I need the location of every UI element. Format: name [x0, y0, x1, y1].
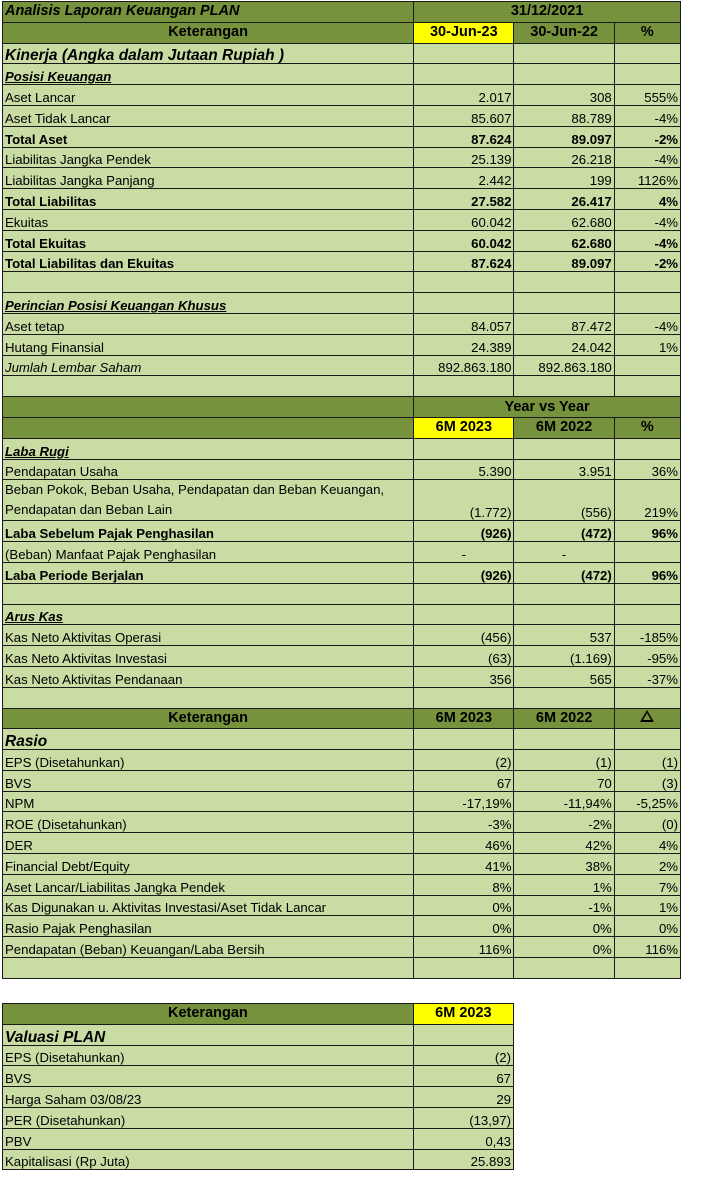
value-v2: 70 — [514, 770, 614, 791]
section-row — [3, 1024, 514, 1045]
value-v2: 62.680 — [514, 230, 614, 251]
table-row — [3, 791, 681, 812]
subsection-row — [3, 604, 681, 625]
row-label: EPS (Disetahunkan) — [3, 1045, 414, 1066]
row-label: Harga Saham 03/08/23 — [3, 1087, 414, 1108]
table-row — [3, 85, 681, 106]
table-row — [3, 874, 681, 895]
title-row — [3, 2, 681, 23]
row-label: BVS — [3, 770, 414, 791]
row-label: Hutang Finansial — [3, 334, 414, 355]
valuasi-table — [2, 1003, 514, 1170]
value-v2: (556) — [514, 480, 614, 521]
value-delta: 4% — [614, 833, 680, 854]
value-v1: 84.057 — [414, 313, 514, 334]
value-v2: -11,94% — [514, 791, 614, 812]
yoy-row — [3, 397, 681, 418]
row-label: Aset Lancar/Liabilitas Jangka Pendek — [3, 874, 414, 895]
value-v1: 67 — [414, 770, 514, 791]
spacer-row — [3, 958, 681, 979]
title-date: 31/12/2021 — [414, 2, 681, 23]
row-label: Total Liabilitas — [3, 189, 414, 210]
value-pct: -4% — [614, 209, 680, 230]
table-row — [3, 521, 681, 542]
row-label: EPS (Disetahunkan) — [3, 750, 414, 771]
value-pct: 96% — [614, 562, 680, 583]
value-delta: 0% — [614, 916, 680, 937]
row-label: Kas Neto Aktivitas Operasi — [3, 625, 414, 646]
value-v1: 60.042 — [414, 209, 514, 230]
row-label: ROE (Disetahunkan) — [3, 812, 414, 833]
rasio-body — [3, 750, 681, 958]
value-v2: 0% — [514, 937, 614, 958]
table-row — [3, 1066, 514, 1087]
value-v1: 87.624 — [414, 126, 514, 147]
value-v2: 537 — [514, 625, 614, 646]
table-row — [3, 1128, 514, 1149]
section-row — [3, 43, 681, 64]
arus-kas-title: Arus Kas — [3, 604, 414, 625]
laba-rugi-title: Laba Rugi — [3, 438, 414, 459]
value-v2: 87.472 — [514, 313, 614, 334]
row-label: BVS — [3, 1066, 414, 1087]
section-row — [3, 729, 681, 750]
table-row — [3, 625, 681, 646]
row-label: Liabilitas Jangka Panjang — [3, 168, 414, 189]
value-v1: (63) — [414, 646, 514, 667]
row-label: Ekuitas — [3, 209, 414, 230]
table-row — [3, 126, 681, 147]
row-label: Laba Periode Berjalan — [3, 562, 414, 583]
row-label: Kas Neto Aktivitas Investasi — [3, 646, 414, 667]
value-v1: (456) — [414, 625, 514, 646]
value-delta: 116% — [614, 937, 680, 958]
table-row — [3, 459, 681, 480]
financial-analysis-table — [2, 1, 681, 979]
value-v1: 8% — [414, 874, 514, 895]
value-v2: 565 — [514, 666, 614, 687]
row-label: DER — [3, 833, 414, 854]
row-label: Financial Debt/Equity — [3, 854, 414, 875]
value-v2: -1% — [514, 895, 614, 916]
header-label: Keterangan — [3, 1004, 414, 1025]
value-v2: 26.417 — [514, 189, 614, 210]
value-v1: (926) — [414, 521, 514, 542]
value-v1: 41% — [414, 854, 514, 875]
value-v2: 26.218 — [514, 147, 614, 168]
value-v1: (926) — [414, 562, 514, 583]
yoy-label: Year vs Year — [414, 397, 681, 418]
table-row — [3, 542, 681, 563]
header-row-3 — [3, 708, 681, 729]
value-v1: (2) — [413, 1045, 513, 1066]
value-v2: (1) — [514, 750, 614, 771]
table-row — [3, 147, 681, 168]
value-pct: -185% — [614, 625, 680, 646]
valuasi-header-row — [3, 1004, 514, 1025]
value-pct: 96% — [614, 521, 680, 542]
value-pct: -37% — [614, 666, 680, 687]
value-v1: 85.607 — [414, 105, 514, 126]
row-label: Rasio Pajak Penghasilan — [3, 916, 414, 937]
value-pct: 1126% — [614, 168, 680, 189]
value-v2: 1% — [514, 874, 614, 895]
table-row — [3, 480, 681, 521]
posisi-body — [3, 85, 681, 272]
value-v1: 0,43 — [413, 1128, 513, 1149]
posisi-title: Posisi Keuangan — [3, 64, 414, 85]
value-pct: -2% — [614, 126, 680, 147]
row-label: Aset Lancar — [3, 85, 414, 106]
value-delta: (1) — [614, 750, 680, 771]
header-col-current: 6M 2023 — [413, 1004, 513, 1025]
delta-triangle-icon — [640, 710, 654, 722]
value-v1: -3% — [414, 812, 514, 833]
value-pct — [614, 542, 680, 563]
valuasi-body — [3, 1045, 514, 1170]
value-v2: 89.097 — [514, 251, 614, 272]
table-row — [3, 562, 681, 583]
table-row — [3, 895, 681, 916]
valuasi-title: Valuasi PLAN — [3, 1024, 414, 1045]
value-v1: 2.017 — [414, 85, 514, 106]
row-label: Laba Sebelum Pajak Penghasilan — [3, 521, 414, 542]
value-pct: -95% — [614, 646, 680, 667]
header-col-previous: 30-Jun-22 — [514, 22, 614, 43]
value-v1: 67 — [413, 1066, 513, 1087]
value-v1: 0% — [414, 916, 514, 937]
value-pct: -4% — [614, 313, 680, 334]
value-v2: 62.680 — [514, 209, 614, 230]
value-v1: 356 — [414, 666, 514, 687]
table-row — [3, 770, 681, 791]
value-pct: 219% — [614, 480, 680, 521]
value-v1: (13,97) — [413, 1107, 513, 1128]
subsection-row — [3, 293, 681, 314]
spacer-row — [3, 687, 681, 708]
perincian-title: Perincian Posisi Keuangan Khusus — [3, 293, 414, 314]
table-row — [3, 230, 681, 251]
value-v1: 25.893 — [413, 1149, 513, 1170]
value-delta: 7% — [614, 874, 680, 895]
table-row — [3, 854, 681, 875]
value-v2: 199 — [514, 168, 614, 189]
table-row — [3, 105, 681, 126]
value-v1: 24.389 — [414, 334, 514, 355]
value-delta: -5,25% — [614, 791, 680, 812]
value-v2: 88.789 — [514, 105, 614, 126]
value-v1: (1.772) — [414, 480, 514, 521]
table-row — [3, 1149, 514, 1170]
value-v2: 89.097 — [514, 126, 614, 147]
value-v2: (472) — [514, 521, 614, 542]
table-row — [3, 916, 681, 937]
value-pct: -4% — [614, 230, 680, 251]
header-col-delta — [614, 708, 680, 729]
value-v2: 24.042 — [514, 334, 614, 355]
row-label: Kapitalisasi (Rp Juta) — [3, 1149, 414, 1170]
value-pct: 1% — [614, 334, 680, 355]
rasio-title: Rasio — [3, 729, 414, 750]
value-v2: (472) — [514, 562, 614, 583]
spacer-row — [3, 272, 681, 293]
header-col-percent: % — [614, 417, 680, 438]
value-delta: (0) — [614, 812, 680, 833]
value-v1: 87.624 — [414, 251, 514, 272]
value-v1: 60.042 — [414, 230, 514, 251]
header-label: Keterangan — [3, 22, 414, 43]
table-row — [3, 168, 681, 189]
table-row — [3, 334, 681, 355]
value-v1: 116% — [414, 937, 514, 958]
header-col-current: 6M 2023 — [414, 417, 514, 438]
value-v2: 892.863.180 — [514, 355, 614, 376]
header-col-current: 6M 2023 — [414, 708, 514, 729]
table-row — [3, 812, 681, 833]
value-v2: 0% — [514, 916, 614, 937]
header-row-1 — [3, 22, 681, 43]
laba-rugi-body — [3, 459, 681, 583]
table-row — [3, 189, 681, 210]
value-v2: 42% — [514, 833, 614, 854]
row-label: PBV — [3, 1128, 414, 1149]
page-title: Analisis Laporan Keuangan PLAN — [3, 2, 414, 23]
value-v1: - — [414, 542, 514, 563]
row-label: (Beban) Manfaat Pajak Penghasilan — [3, 542, 414, 563]
table-row — [3, 666, 681, 687]
table-row — [3, 1107, 514, 1128]
value-v1: (2) — [414, 750, 514, 771]
table-row — [3, 1087, 514, 1108]
header-col-previous: 6M 2022 — [514, 417, 614, 438]
value-v1: 25.139 — [414, 147, 514, 168]
value-pct: -4% — [614, 147, 680, 168]
subsection-row — [3, 438, 681, 459]
row-label: Total Aset — [3, 126, 414, 147]
value-pct: -2% — [614, 251, 680, 272]
value-v1: 27.582 — [414, 189, 514, 210]
table-row — [3, 355, 681, 376]
header-label: Keterangan — [3, 708, 414, 729]
value-v2: 38% — [514, 854, 614, 875]
header-row-2 — [3, 417, 681, 438]
row-label: Jumlah Lembar Saham — [3, 355, 414, 376]
table-row — [3, 1045, 514, 1066]
table-row — [3, 937, 681, 958]
value-v1: -17,19% — [414, 791, 514, 812]
value-v1: 5.390 — [414, 459, 514, 480]
row-label: Pendapatan (Beban) Keuangan/Laba Bersih — [3, 937, 414, 958]
value-v1: 46% — [414, 833, 514, 854]
value-pct — [614, 355, 680, 376]
row-label: Aset tetap — [3, 313, 414, 334]
value-v2: - — [514, 542, 614, 563]
kinerja-title: Kinerja (Angka dalam Jutaan Rupiah ) — [3, 43, 414, 64]
value-v1: 2.442 — [414, 168, 514, 189]
header-col-percent: % — [614, 22, 680, 43]
value-v2: -2% — [514, 812, 614, 833]
table-row — [3, 251, 681, 272]
value-v1: 0% — [414, 895, 514, 916]
perincian-body — [3, 313, 681, 375]
value-pct: 4% — [614, 189, 680, 210]
table-row — [3, 209, 681, 230]
row-label: Total Liabilitas dan Ekuitas — [3, 251, 414, 272]
value-v1: 29 — [413, 1087, 513, 1108]
table-row — [3, 313, 681, 334]
value-pct: 555% — [614, 85, 680, 106]
header-col-previous: 6M 2022 — [514, 708, 614, 729]
row-label: Pendapatan Usaha — [3, 459, 414, 480]
row-label: Liabilitas Jangka Pendek — [3, 147, 414, 168]
spacer-row — [3, 583, 681, 604]
value-delta: 2% — [614, 854, 680, 875]
value-v1: 892.863.180 — [414, 355, 514, 376]
row-label: Beban Pokok, Beban Usaha, Pendapatan dan Beban Keuangan, Pendapatan dan Beban Lain — [3, 480, 414, 521]
row-label: PER (Disetahunkan) — [3, 1107, 414, 1128]
row-label: Kas Digunakan u. Aktivitas Investasi/Aset Tidak Lancar — [3, 895, 414, 916]
subsection-row — [3, 64, 681, 85]
header-col-current: 30-Jun-23 — [414, 22, 514, 43]
arus-kas-body — [3, 625, 681, 687]
value-v2: 3.951 — [514, 459, 614, 480]
value-delta: (3) — [614, 770, 680, 791]
spacer-row — [3, 376, 681, 397]
row-label: NPM — [3, 791, 414, 812]
row-label: Kas Neto Aktivitas Pendanaan — [3, 666, 414, 687]
row-label: Total Ekuitas — [3, 230, 414, 251]
value-v2: 308 — [514, 85, 614, 106]
table-row — [3, 833, 681, 854]
value-pct: 36% — [614, 459, 680, 480]
value-pct: -4% — [614, 105, 680, 126]
table-row — [3, 750, 681, 771]
value-delta: 1% — [614, 895, 680, 916]
row-label: Aset Tidak Lancar — [3, 105, 414, 126]
table-row — [3, 646, 681, 667]
value-v2: (1.169) — [514, 646, 614, 667]
